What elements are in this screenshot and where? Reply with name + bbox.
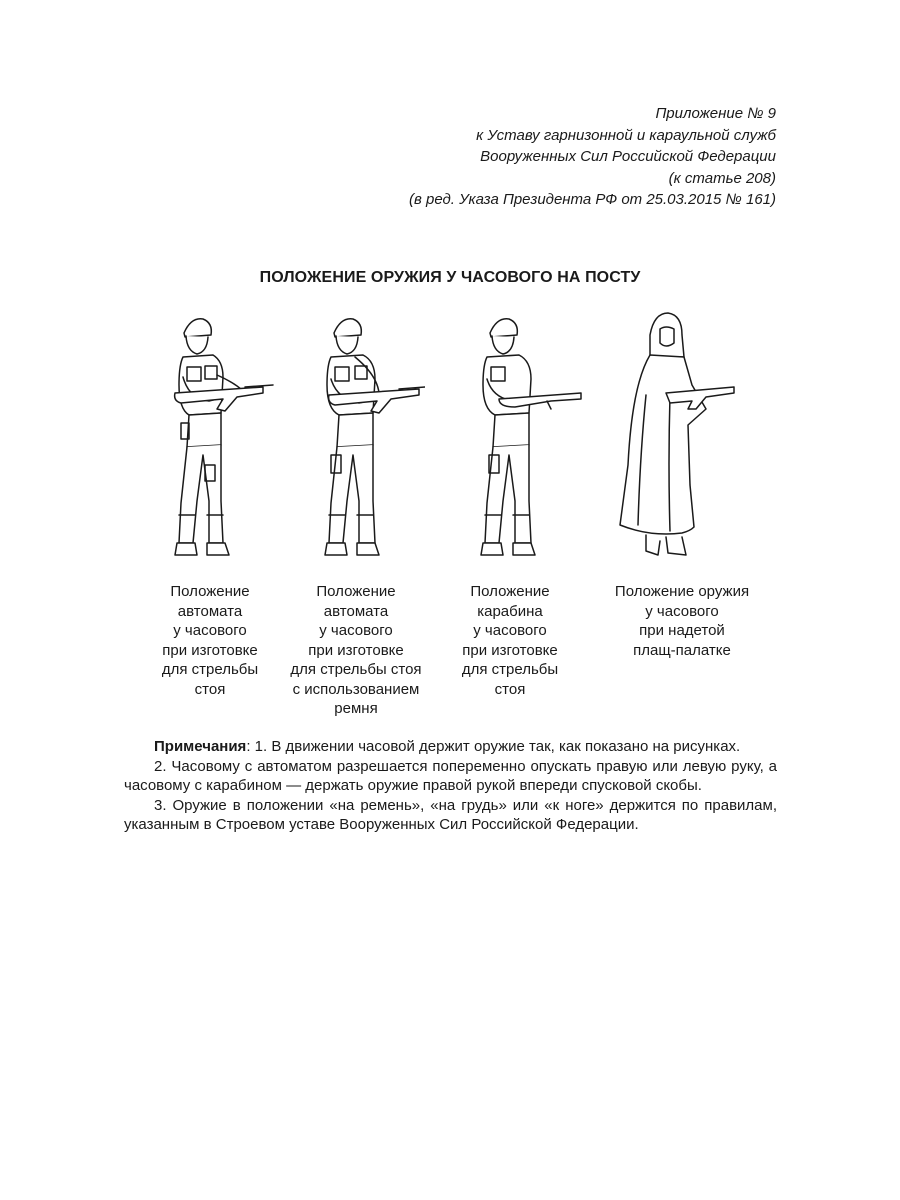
caption-line: с использованием: [292, 680, 420, 698]
sentry-rifle-sling-icon: [295, 305, 425, 570]
caption-line: у часового: [645, 602, 719, 620]
caption-line: у часового: [319, 622, 393, 639]
note-paragraph: [124, 737, 777, 757]
notes-label: Примечания: [154, 738, 247, 755]
figure-caption: [435, 582, 585, 699]
appendix-line: (в ред. Указа Президента РФ от 25.03.2015 № 161): [409, 191, 776, 208]
caption-line: автомата: [323, 602, 389, 620]
caption-line: при надетой: [639, 622, 725, 639]
caption-line: карабина: [477, 602, 543, 620]
figure-caption: [607, 582, 757, 660]
page-title: ПОЛОЖЕНИЕ ОРУЖИЯ У ЧАСОВОГО НА ПОСТУ: [259, 269, 641, 286]
appendix-line: Вооруженных Сил Российской Федерации: [480, 148, 776, 165]
caption-line: Положение: [316, 583, 396, 600]
caption-line: для стрельбы: [161, 661, 259, 678]
appendix-line: Приложение № 9: [655, 105, 776, 122]
caption-line: для стрельбы стоя: [290, 661, 422, 678]
caption-line: у часового: [173, 622, 247, 639]
figure-caption: [135, 582, 285, 699]
caption-line: для стрельбы: [461, 661, 559, 678]
appendix-header: [409, 103, 776, 211]
appendix-line: (к статье 208): [668, 169, 776, 187]
notes-section: [124, 737, 777, 835]
note-paragraph: 2. Часовому с автоматом разрешается попеременно опускать правую или левую руку, а часовому с карабином — держать оружие правой рукой впереди спусковой скобы.: [124, 757, 777, 794]
caption-line: ремня: [334, 700, 378, 717]
appendix-line: к Уставу гарнизонной и караульной служб: [476, 126, 776, 144]
caption-line: у часового: [473, 622, 547, 639]
sentry-rifle-icon: [145, 305, 275, 570]
caption-line: стоя: [494, 680, 526, 698]
caption-line: плащ-палатке: [633, 641, 731, 659]
sentry-carbine-icon: [455, 305, 585, 570]
note-text: : 1. В движении часовой держит оружие так, как показано на рисунках.: [246, 738, 741, 755]
sentry-raincape-icon: [610, 305, 740, 570]
caption-line: при изготовке: [308, 641, 404, 659]
caption-line: при изготовке: [462, 641, 558, 659]
caption-line: Положение: [470, 583, 550, 600]
caption-line: стоя: [194, 680, 226, 698]
caption-line: при изготовке: [162, 641, 258, 659]
caption-line: Положение: [170, 583, 250, 600]
figure-caption: [281, 582, 431, 719]
caption-line: Положение оружия: [614, 583, 750, 600]
note-paragraph: 3. Оружие в положении «на ремень», «на грудь» или «к ноге» держится по правилам, указанным в Строевом уставе Вооруженных Сил Российской Федерации.: [124, 796, 777, 833]
caption-line: автомата: [177, 602, 243, 620]
